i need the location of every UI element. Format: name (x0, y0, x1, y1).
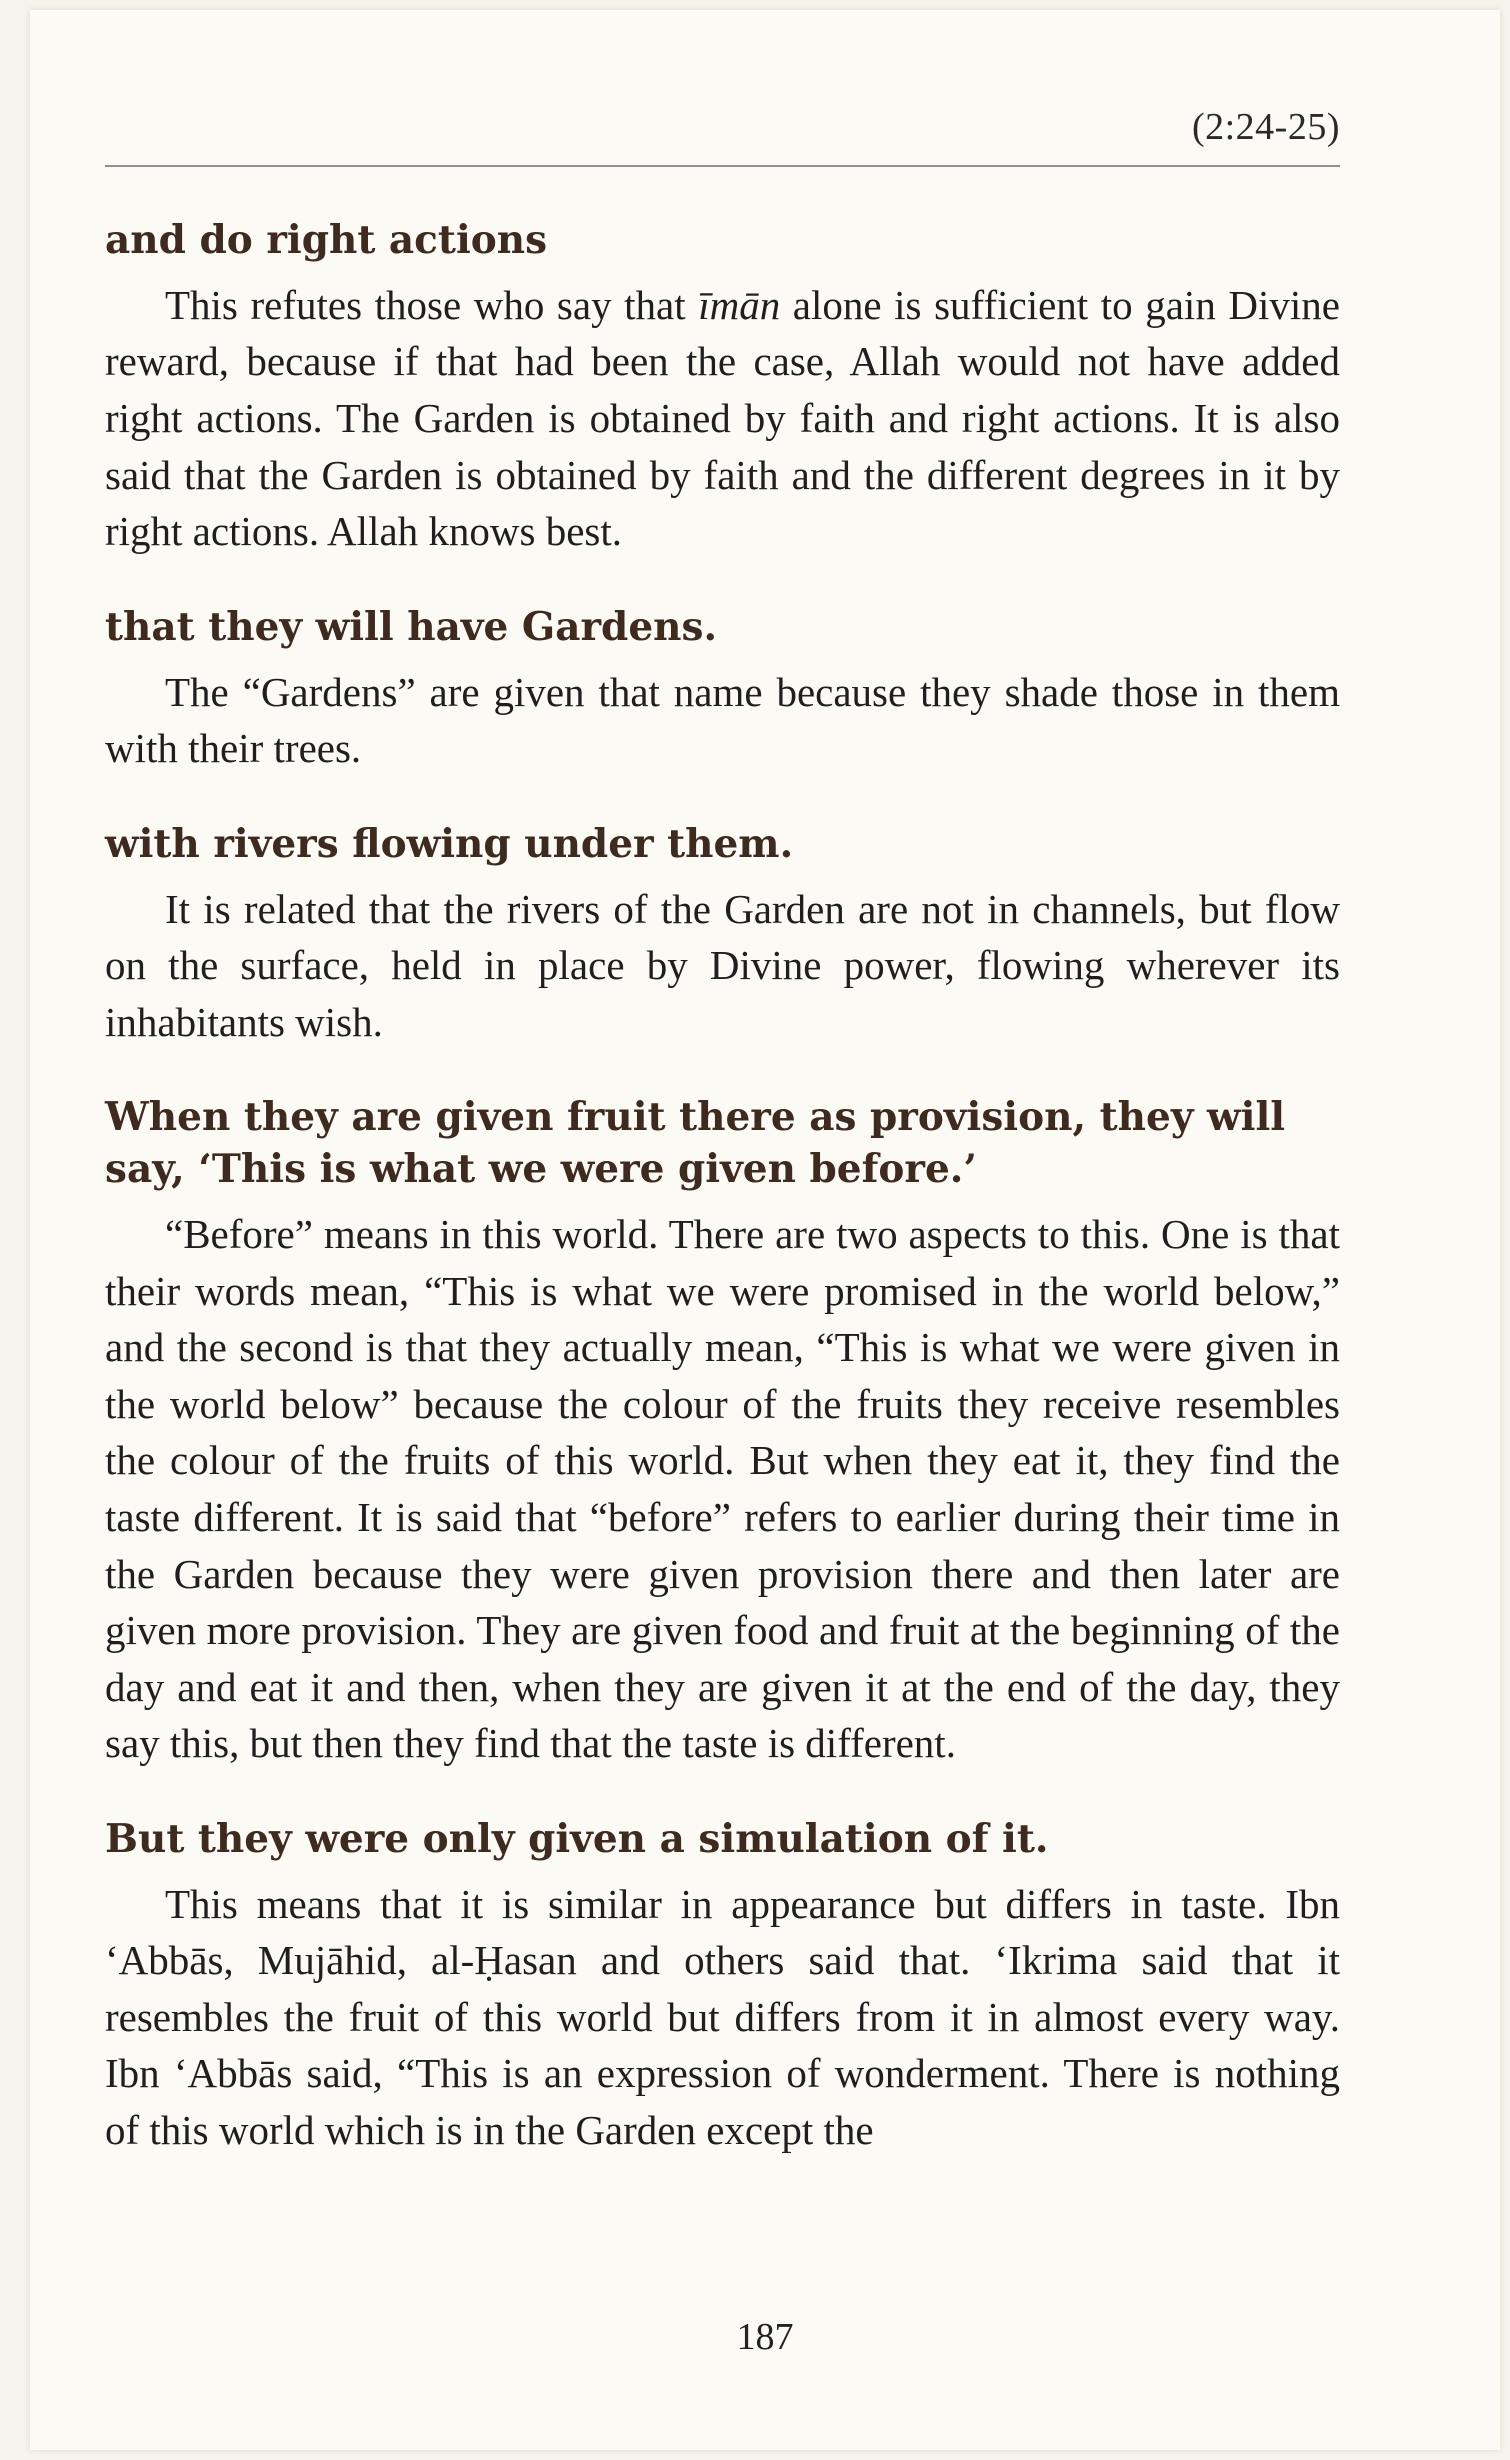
page-number: 187 (736, 2316, 794, 2358)
section-paragraph (105, 277, 1340, 560)
section-heading: that they will have Gardens. (105, 603, 718, 650)
commentary-section (105, 215, 1340, 560)
section-paragraph: This means that it is similar in appearance but differs in taste. Ibn ‘Abbās, Mujāhid, al-Ḥasan and others said that. ‘Ikrima said that it resembles the fruit of this world but differs from it in almost every way. Ibn ‘Abbās said, “This is an expression of wonderment. There is nothing of this world which is in the Garden except the (105, 1880, 1340, 2154)
commentary-section (105, 819, 1340, 1051)
section-paragraph: The “Gardens” are given that name because they shade those in them with their trees. (105, 668, 1340, 772)
page-content (105, 215, 1340, 2265)
commentary-section (105, 1814, 1340, 2159)
verse-reference: (2:24-25) (1191, 106, 1340, 148)
paragraph-text: This refutes those who say that (165, 281, 699, 328)
commentary-section (105, 1092, 1340, 1772)
commentary-section (105, 602, 1340, 777)
book-page (30, 10, 1500, 2450)
paragraph-text: alone is sufficient to gain Divine reward, because if that had been the case, Allah would not have added right actions. The Garden is obtained by faith and right actions. It is also said that the Garden is obtained by faith and the different degrees in it by right actions. Allah knows best. (105, 281, 1340, 555)
section-paragraph: “Before” means in this world. There are two aspects to this. One is that their words mean, “This is what we were promised in the world below,” and the second is that they actually mean, “This is what we were given in the world below” because the colour of the fruits they receive resembles the colour of the fruits of this world. But when they eat it, they find the taste different. It is said that “before” refers to earlier during their time in the Garden because they were given provision there and then later are given more provision. They are given food and fruit at the beginning of the day and eat it and then, when they are given it at the end of the day, they say this, but then they find that the taste is different. (105, 1211, 1340, 1767)
section-heading: and do right actions (105, 217, 548, 263)
section-paragraph: It is related that the rivers of the Garden are not in channels, but flow on the surface, held in place by Divine power, flowing wherever its inhabitants wish. (105, 885, 1340, 1045)
italic-term: īmān (698, 281, 781, 328)
section-heading: When they are given fruit there as provision, they will say, ‘This is what we were given before.’ (105, 1094, 1286, 1193)
section-heading: But they were only given a simulation of it. (105, 1815, 1049, 1862)
section-heading: with rivers flowing under them. (105, 820, 794, 867)
header-divider (105, 165, 1340, 167)
